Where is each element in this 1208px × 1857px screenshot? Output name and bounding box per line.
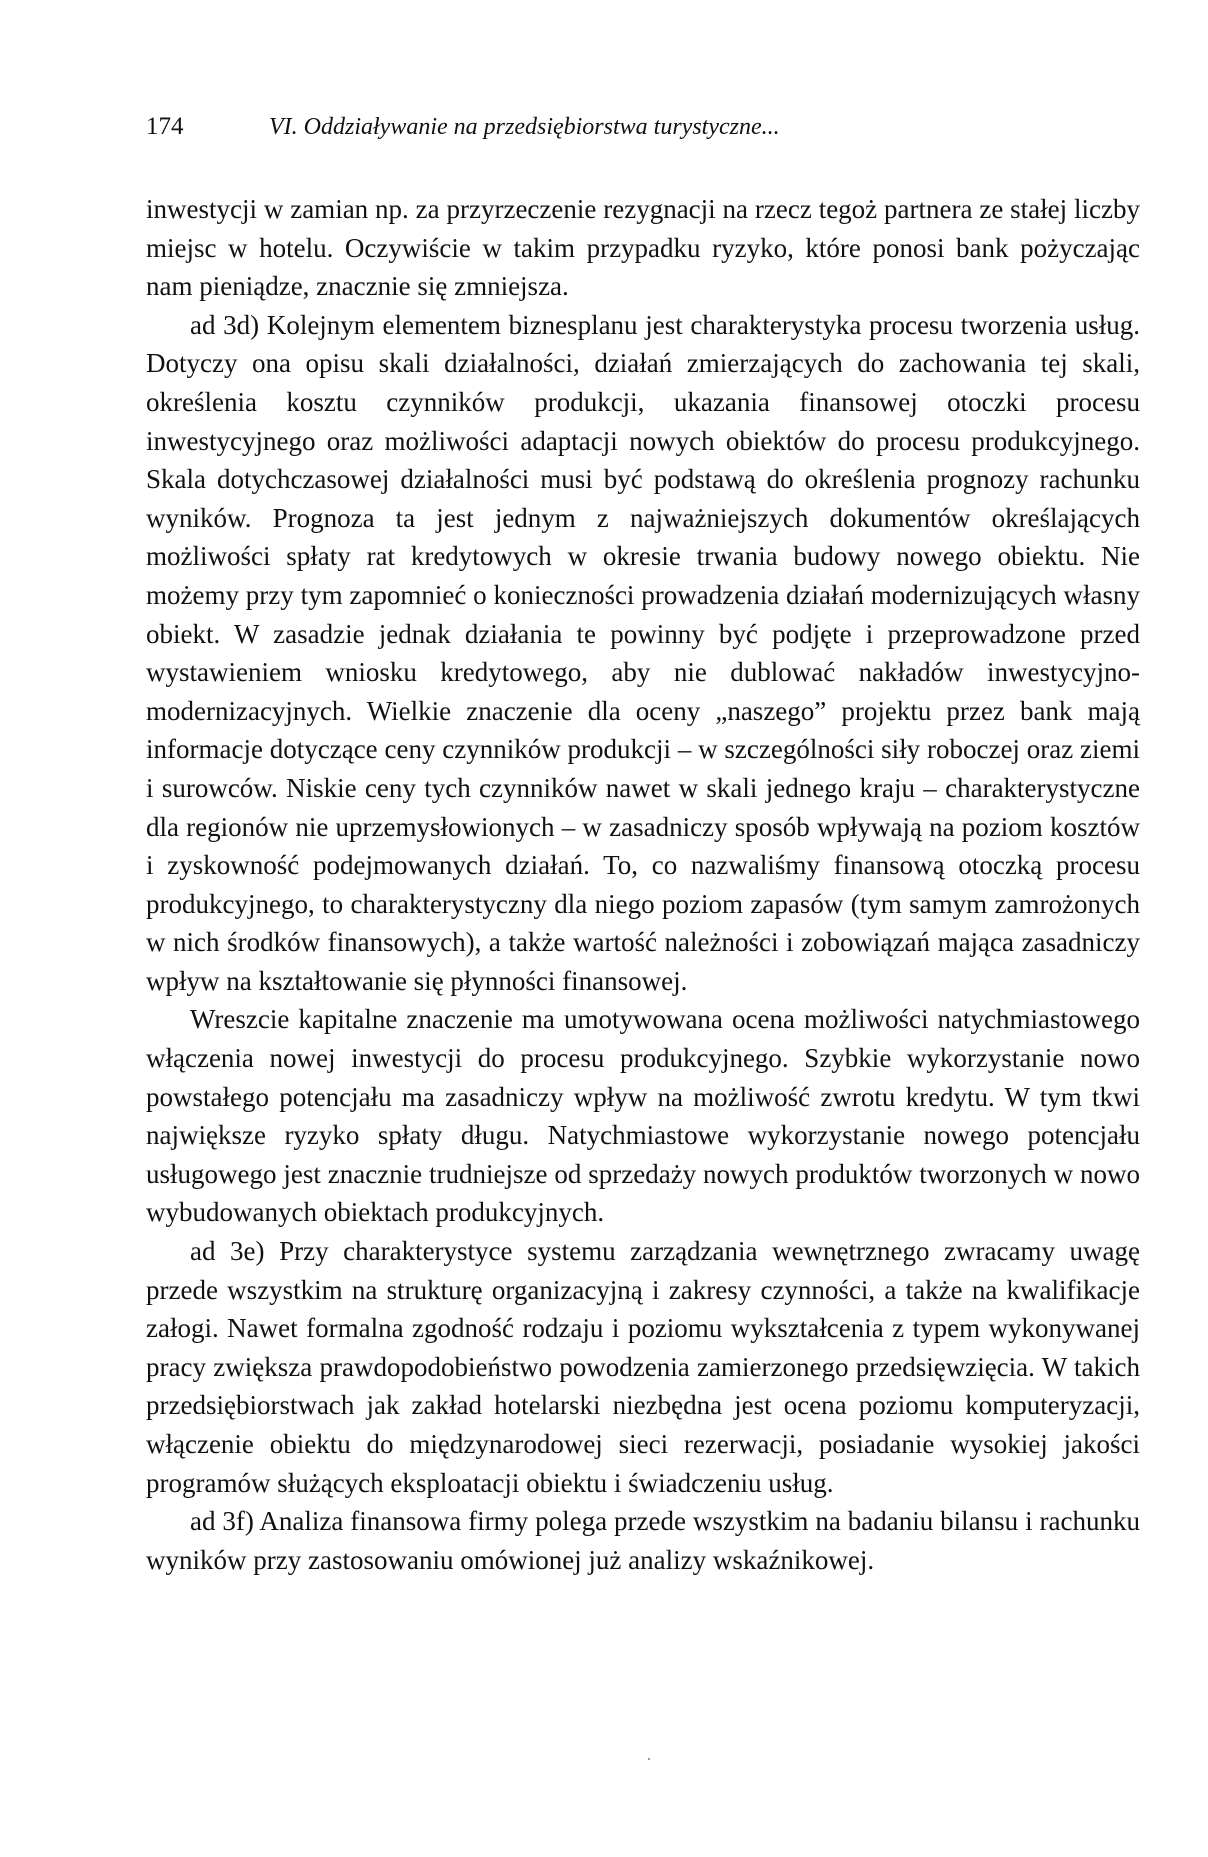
document-page <box>146 112 1140 1579</box>
paragraph-continuation: inwestycji w zamian np. za przyrzeczenie rezygnacji na rzecz tegoż partnera ze stałej liczby miejsc w hotelu. Oczywiście w takim przypadku ryzyko, które ponosi bank pożyczając nam pieniądze, znacznie się zmniejsza. <box>146 194 1140 302</box>
paragraph-immediate-use: Wreszcie kapitalne znaczenie ma umotywowana ocena możliwości natychmiastowego włączenia nowej inwestycji do procesu produkcyjnego. Szybkie wykorzystanie nowo powstałego potencjału ma zasadniczy wpływ na możliwość zwrotu kredytu. W tym tkwi największe ryzyko spłaty długu. Natychmiastowe wykorzystanie nowego potencjału usługowego jest znacznie trudniejsze od sprzedaży nowych produktów tworzonych w nowo wybudowanych obiektach produkcyjnych. <box>146 1004 1140 1228</box>
paragraph-ad-3f: ad 3f) Analiza finansowa firmy polega przede wszystkim na badaniu bilansu i rachunku wyników przy zastosowaniu omówionej już analizy wskaźnikowej. <box>146 1506 1140 1575</box>
scan-speck <box>648 1758 650 1760</box>
paragraph-ad-3d: ad 3d) Kolejnym elementem biznesplanu jest charakterystyka procesu tworzenia usług. Dotyczy ona opisu skali działalności, działań zmierzających do zachowania tej skali, określenia kosztu czynników produkcji, ukazania finansowej otoczki procesu inwestycyjnego oraz możliwości adaptacji nowych obiektów do procesu produkcyjnego. Skala dotychczasowej działalności musi być podstawą do określenia prognozy rachunku wyników. Prognoza ta jest jednym z najważniejszych dokumentów określających możliwości spłaty rat kredytowych w okresie trwania budowy nowego obiektu. Nie możemy przy tym zapomnieć o konieczności prowadzenia działań modernizujących własny obiekt. W zasadzie jednak działania te powinny być podjęte i przeprowadzone przed wystawieniem wniosku kredytowego, aby nie dublować nakładów inwestycyjno-modernizacyjnych. Wielkie znaczenie dla oceny „naszego” projektu przez bank mają informacje dotyczące ceny czynników produkcji – w szczególności siły roboczej oraz ziemi i surowców. Niskie ceny tych czynników nawet w skali jednego kraju – charakterystyczne dla regionów nie uprzemysłowionych – w zasadniczy sposób wpływają na poziom kosztów i zyskowność podejmowanych działań. To, co nazwaliśmy finansową otoczką procesu produkcyjnego, to charakterystyczny dla niego poziom zapasów (tym samym zamrożonych w nich środków finansowych), a także wartość należności i zobowiązań mająca zasadniczy wpływ na kształtowanie się płynności finansowej. <box>146 309 1140 996</box>
chapter-title: VI. Oddziaływanie na przedsiębiorstwa turystyczne... <box>269 114 780 140</box>
body-text <box>146 190 1140 1579</box>
paragraph-ad-3e: ad 3e) Przy charakterystyce systemu zarządzania wewnętrznego zwracamy uwagę przede wszystkim na strukturę organizacyjną i zakresy czynności, a także na kwalifikacje załogi. Nawet formalna zgodność rodzaju i poziomu wykształcenia z typem wykonywanej pracy zwiększa prawdopodobieństwo powodzenia zamierzonego przedsięwzięcia. W takich przedsiębiorstwach jak zakład hotelarski niezbędna jest ocena poziomu komputeryzacji, włączenie obiektu do międzynarodowej sieci rezerwacji, posiadanie wysokiej jakości programów służących eksploatacji obiektu i świadczeniu usług. <box>146 1236 1140 1498</box>
running-header <box>146 112 1140 152</box>
page-number: 174 <box>146 113 184 140</box>
